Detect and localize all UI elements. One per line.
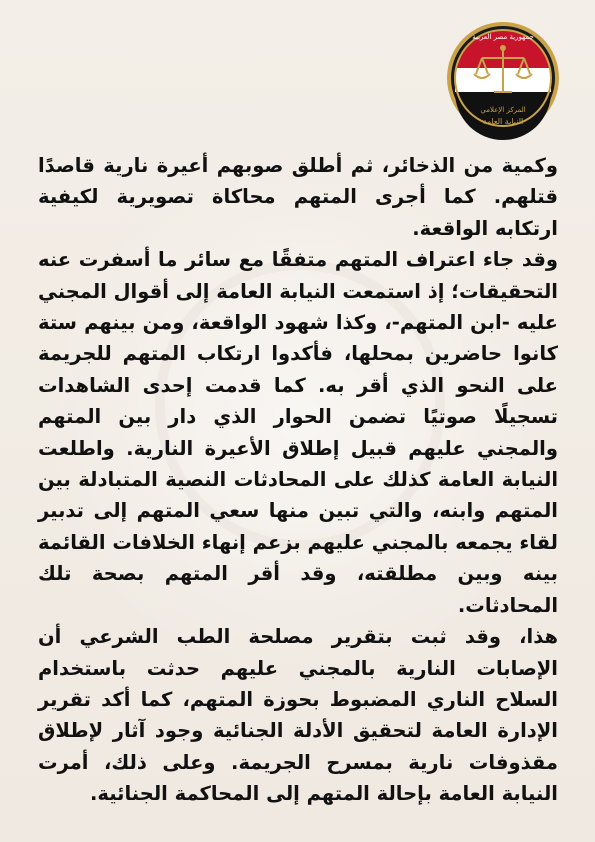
document-body	[38, 150, 558, 810]
logo-center-text: المركز الإعلامي	[480, 106, 526, 114]
paragraph-3: هذا، وقد ثبت بتقرير مصلحة الطب الشرعي أن الإصابات النارية بالمجني عليهم حدثت باستخدام السلاح الناري المضبوط بحوزة المتهم، كما أكد تقرير الإدارة العامة لتحقيق الأدلة الجنائية وجود آثار لإطلاق مقذوفات نارية بمسرح الجريمة. وعلى ذلك، أمرت النيابة العامة بإحالة المتهم إلى المحاكمة الجنائية.	[38, 625, 558, 806]
public-prosecution-logo	[444, 12, 562, 142]
paragraph-1: وكمية من الذخائر، ثم أطلق صوبهم أعيرة نارية قاصدًا قتلهم. كما أجرى المتهم محاكاة تصويرية لكيفية ارتكابه الواقعة.	[38, 154, 558, 240]
logo-top-text: جمهورية مصر العربية	[472, 33, 534, 41]
paragraph-2: وقد جاء اعتراف المتهم متفقًا مع سائر ما أسفرت عنه التحقيقات؛ إذ استمعت النيابة العامة إلى أقوال المجني عليه -ابن المتهم-، وكذا شهود الواقعة، ومن بينهم ستة كانوا حاضرين بمحلها، فأكدوا ارتكاب المتهم للجريمة على النحو الذي أقر به. كما قدمت إحدى الشاهدات تسجيلًا صوتيًا تضمن الحوار الذي دار بين المتهم والمجني عليهم قبيل إطلاق الأعيرة النارية. واطلعت النيابة العامة كذلك على المحادثات النصية المتبادلة بين المتهم وابنه، والتي تبين منها سعي المتهم إلى تدبير لقاء يجمعه بالمجني عليهم بزعم إنهاء الخلافات القائمة بينه وبين مطلقته، وقد أقر المتهم بصحة تلك المحادثات.	[37, 248, 558, 617]
emblem-icon	[444, 12, 562, 142]
logo-bottom-text: النيابة العامة	[482, 117, 524, 126]
